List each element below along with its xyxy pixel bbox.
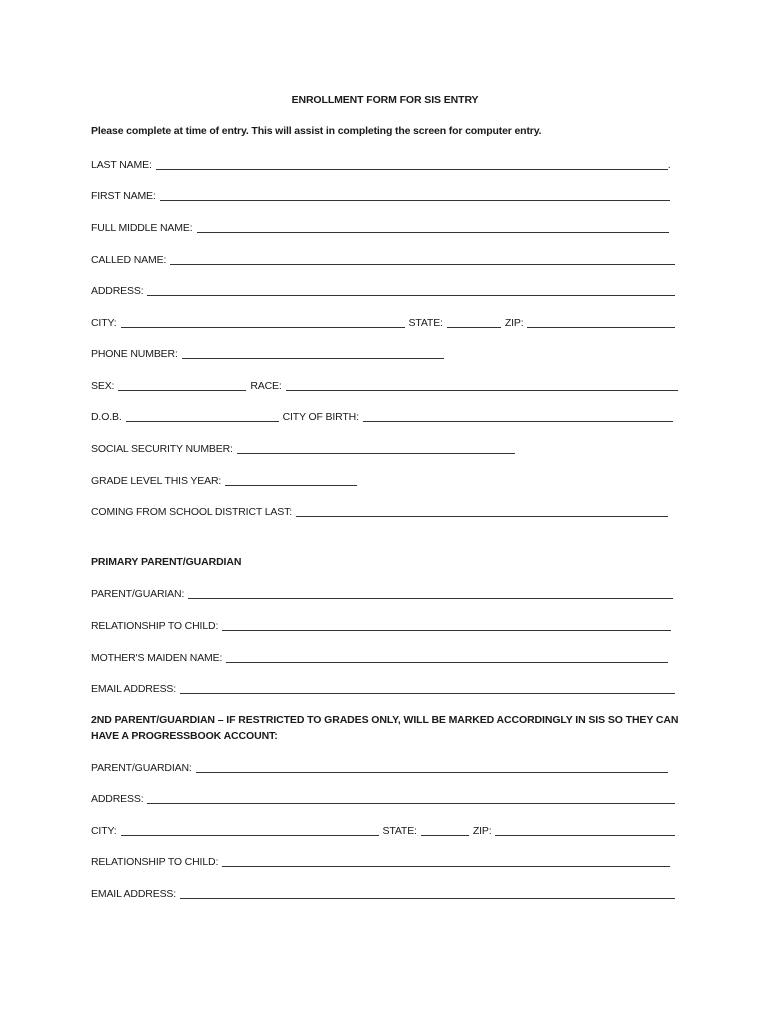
sex-race-row (91, 377, 682, 393)
last-name-field[interactable] (156, 157, 668, 170)
second-guardian-name-field[interactable] (196, 760, 668, 773)
primary-guardian-name-row (91, 585, 677, 601)
city-field[interactable] (121, 315, 405, 328)
form-title: ENROLLMENT FORM FOR SIS ENTRY (291, 94, 479, 106)
grade-level-field[interactable] (225, 473, 357, 486)
second-email-label: EMAIL ADDRESS: (91, 888, 177, 900)
address-row (91, 282, 679, 298)
zip-label: ZIP: (504, 317, 524, 329)
second-city-label: CITY: (91, 825, 117, 837)
second-address-row (91, 790, 679, 806)
sex-field[interactable] (118, 378, 246, 391)
second-relationship-field[interactable] (222, 854, 670, 867)
last-name-trailing-period: . (667, 159, 671, 171)
first-name-row (91, 187, 674, 203)
state-field[interactable] (447, 315, 501, 328)
primary-email-field[interactable] (180, 681, 675, 694)
form-instructions: Please complete at time of entry. This will assist in completing the screen for computer entry. (91, 125, 542, 137)
race-label: RACE: (250, 380, 282, 392)
second-relationship-label: RELATIONSHIP TO CHILD: (91, 856, 219, 868)
address-label: ADDRESS: (91, 285, 144, 297)
called-name-row (91, 251, 679, 267)
second-relationship-row (91, 853, 674, 869)
second-city-state-zip-row (91, 822, 679, 838)
full-middle-name-label: FULL MIDDLE NAME: (91, 222, 193, 234)
full-middle-name-row (91, 219, 673, 235)
phone-number-field[interactable] (182, 346, 444, 359)
last-name-label: LAST NAME: (91, 159, 152, 171)
second-zip-label: ZIP: (472, 825, 492, 837)
ssn-label: SOCIAL SECURITY NUMBER: (91, 443, 233, 455)
state-label: STATE: (408, 317, 443, 329)
address-field[interactable] (147, 283, 675, 296)
city-of-birth-field[interactable] (363, 409, 673, 422)
last-name-row (91, 156, 671, 172)
ssn-field[interactable] (237, 441, 515, 454)
grade-level-row (91, 472, 361, 488)
primary-relationship-row (91, 617, 675, 633)
sex-label: SEX: (91, 380, 115, 392)
coming-from-row (91, 503, 672, 519)
second-email-field[interactable] (180, 886, 675, 899)
second-state-field[interactable] (421, 823, 469, 836)
primary-guardian-name-field[interactable] (188, 586, 673, 599)
primary-relationship-label: RELATIONSHIP TO CHILD: (91, 620, 219, 632)
called-name-field[interactable] (170, 252, 675, 265)
full-middle-name-field[interactable] (197, 220, 669, 233)
second-guardian-name-row (91, 759, 672, 775)
first-name-label: FIRST NAME: (91, 190, 156, 202)
primary-relationship-field[interactable] (222, 618, 671, 631)
second-guardian-heading: 2ND PARENT/GUARDIAN – IF RESTRICTED TO GRADES ONLY, WILL BE MARKED ACCORDINGLY IN SIS SO THEY CAN HAVE A PROGRESSBOOK ACCOUNT: (91, 714, 679, 742)
dob-label: D.O.B. (91, 411, 122, 423)
race-field[interactable] (286, 378, 678, 391)
coming-from-label: COMING FROM SCHOOL DISTRICT LAST: (91, 506, 292, 518)
mothers-maiden-name-row (91, 649, 672, 665)
mothers-maiden-name-field[interactable] (226, 650, 668, 663)
phone-number-label: PHONE NUMBER: (91, 348, 178, 360)
second-email-row (91, 885, 679, 901)
primary-email-row (91, 680, 679, 696)
second-zip-field[interactable] (495, 823, 675, 836)
primary-guardian-name-label: PARENT/GUARIAN: (91, 588, 185, 600)
mothers-maiden-name-label: MOTHER'S MAIDEN NAME: (91, 652, 223, 664)
phone-number-row (91, 345, 448, 361)
dob-city-of-birth-row (91, 408, 677, 424)
coming-from-field[interactable] (296, 504, 668, 517)
city-state-zip-row (91, 314, 679, 330)
second-city-field[interactable] (121, 823, 379, 836)
primary-guardian-heading: PRIMARY PARENT/GUARDIAN (91, 556, 242, 568)
dob-field[interactable] (126, 409, 279, 422)
second-state-label: STATE: (382, 825, 417, 837)
ssn-row (91, 440, 519, 456)
first-name-field[interactable] (160, 188, 670, 201)
primary-email-label: EMAIL ADDRESS: (91, 683, 177, 695)
second-guardian-name-label: PARENT/GUARDIAN: (91, 762, 192, 774)
called-name-label: CALLED NAME: (91, 254, 167, 266)
city-of-birth-label: CITY OF BIRTH: (282, 411, 359, 423)
zip-field[interactable] (527, 315, 675, 328)
grade-level-label: GRADE LEVEL THIS YEAR: (91, 475, 222, 487)
second-address-label: ADDRESS: (91, 793, 144, 805)
city-label: CITY: (91, 317, 117, 329)
second-address-field[interactable] (147, 791, 675, 804)
